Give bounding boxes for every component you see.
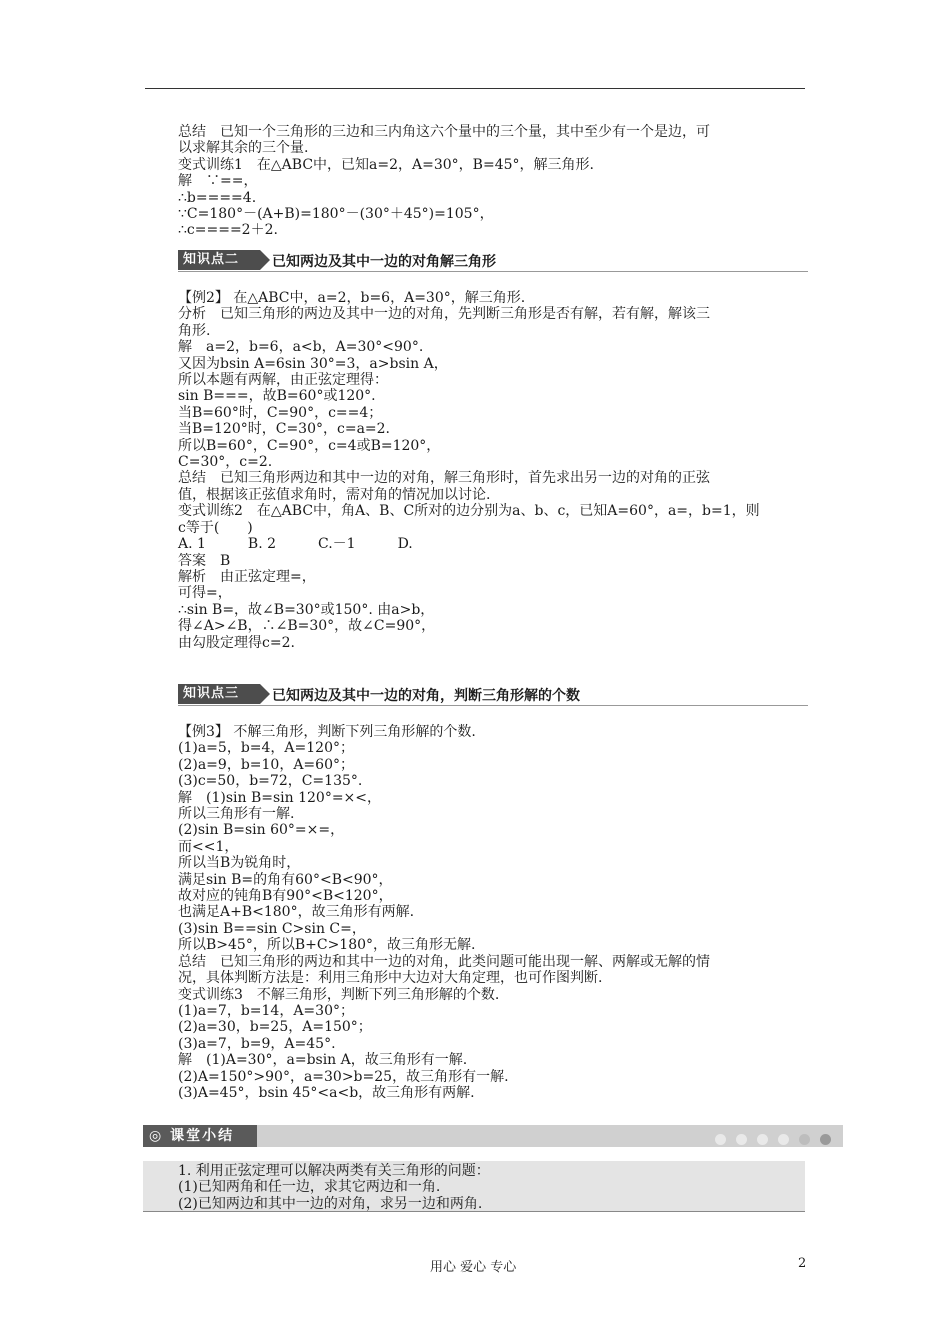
text-line: 所以本题有两解，由正弦定理得： — [178, 372, 388, 389]
text-line: 变式训练3 不解三角形，判断下列三角形解的个数. — [178, 986, 500, 1003]
text-line: (1)a=5，b=4，A=120°； — [178, 740, 354, 757]
text-line: 当B=60°时，C=90°，c==4； — [178, 404, 383, 421]
section-header-3 — [178, 684, 808, 706]
text-line: 总结 已知一个三角形的三边和三内角这六个量中的三个量，其中至少有一个是边，可 — [178, 124, 710, 140]
text-line: 解 a=2，b=6，a<b，A=30°<90°. — [178, 339, 424, 356]
text-line: 角形. — [178, 322, 211, 339]
text-line: (3)a=7，b=9，A=45°. — [178, 1035, 336, 1052]
text-line: (3)A=45°，bsin 45°<a<b，故三角形有两解. — [178, 1084, 475, 1101]
class-summary-box — [143, 1161, 805, 1212]
text-line: 总结 已知三角形两边和其中一边的对角，解三角形时，首先求出另一边的对角的正弦 — [178, 470, 710, 487]
text-line: 故对应的钝角B有90°<B<120°， — [178, 888, 393, 905]
text-line: 而<<1， — [178, 838, 239, 855]
text-line: 可得=， — [178, 585, 232, 602]
text-line: (2)a=30，b=25，A=150°； — [178, 1019, 372, 1036]
section-header-2 — [178, 250, 808, 272]
section-underline — [178, 705, 808, 706]
text-line: ∵C=180°－(A+B)=180°－(30°＋45°)=105°， — [178, 206, 494, 223]
dot-icon — [778, 1134, 789, 1145]
dot-icon — [799, 1134, 810, 1145]
summary-line: 1. 利用正弦定理可以解决两类有关三角形的问题： — [178, 1163, 490, 1179]
text-line: 满足sin B=的角有60°<B<90°， — [178, 871, 393, 888]
text-line: ∴b====4. — [178, 189, 257, 206]
text-line: 分析 已知三角形的两边及其中一边的对角，先判断三角形是否有解，若有解，解该三 — [178, 306, 710, 323]
footer-slogan: 用心 爱心 专心 — [430, 1260, 517, 1275]
dot-icon — [820, 1134, 831, 1145]
text-line: 总结 已知三角形的两边和其中一边的对角，此类问题可能出现一解、两解或无解的情 — [178, 953, 710, 970]
text-line: 答案 B — [178, 552, 231, 569]
text-line: 解析 由正弦定理=， — [178, 568, 316, 585]
text-line: 得∠A>∠B，∴∠B=30°，故∠C=90°， — [178, 618, 436, 635]
class-summary-bar — [143, 1125, 843, 1147]
text-line: ∴sin B=，故∠B=30°或150°. 由a>b， — [178, 601, 435, 618]
section-underline — [178, 271, 808, 272]
text-line: 值，根据该正弦值求角时，需对角的情况加以讨论. — [178, 486, 491, 503]
section2-body — [178, 290, 808, 651]
header-rule — [145, 88, 805, 89]
text-line: (2)sin B=sin 60°=×=， — [178, 822, 345, 839]
section-tag: 知识点三 — [178, 684, 260, 704]
section3-body — [178, 724, 808, 1101]
dot-icon — [757, 1134, 768, 1145]
text-line: 所以B=60°，C=90°，c=4或B=120°， — [178, 437, 441, 454]
text-line: 所以三角形有一解. — [178, 806, 295, 823]
text-line: 又因为bsin A=6sin 30°=3，a>bsin A， — [178, 355, 448, 372]
class-summary-label: ◎ 课堂小结 — [143, 1125, 257, 1147]
text-line: 由勾股定理得c=2. — [178, 634, 295, 651]
text-line: (1)a=7，b=14，A=30°； — [178, 1002, 354, 1019]
text-line: 当B=120°时，C=30°，c=a=2. — [178, 421, 391, 438]
text-line: 也满足A+B<180°，故三角形有两解. — [178, 904, 415, 921]
text-line: (2)A=150°>90°，a=30>b=25，故三角形有一解. — [178, 1068, 509, 1085]
text-line: (2)a=9，b=10，A=60°； — [178, 756, 354, 773]
text-line: 解 (1)sin B=sin 120°=×<， — [178, 789, 382, 806]
text-line: 解 ∵==， — [178, 173, 258, 190]
section-title: 已知两边及其中一边的对角，判断三角形解的个数 — [272, 688, 580, 704]
text-line: 【例2】 在△ABC中，a=2，b=6，A=30°，解三角形. — [178, 290, 526, 306]
text-line: A. 1 B. 2 C.－1 D. — [178, 536, 413, 553]
text-line: 解 (1)A=30°，a=bsin A，故三角形有一解. — [178, 1052, 468, 1069]
decorative-dots — [705, 1130, 831, 1149]
text-line: 况，具体判断方法是：利用三角形中大边对大角定理，也可作图判断. — [178, 970, 603, 987]
text-line: 所以B>45°，所以B+C>180°，故三角形无解. — [178, 937, 476, 954]
text-line: (3)c=50，b=72，C=135°. — [178, 773, 363, 790]
text-line: (3)sin B==sin C>sin C=， — [178, 920, 366, 937]
dot-icon — [715, 1134, 726, 1145]
text-line: ∴c====2＋2. — [178, 222, 278, 239]
page-number: 2 — [798, 1256, 807, 1271]
text-line: 【例3】 不解三角形，判断下列三角形解的个数. — [178, 724, 476, 740]
section-title: 已知两边及其中一边的对角解三角形 — [272, 254, 496, 270]
section-tag: 知识点二 — [178, 250, 260, 270]
text-line: 以求解其余的三个量. — [178, 140, 309, 157]
summary-line: (1)已知两角和任一边，求其它两边和一角. — [178, 1179, 441, 1196]
summary-part1 — [178, 124, 808, 239]
text-line: C=30°，c=2. — [178, 454, 273, 471]
text-line: 变式训练2 在△ABC中，角A、B、C所对的边分别为a、b、c，已知A=60°，a=，b=1，则 — [178, 503, 760, 520]
text-line: 所以当B为锐角时， — [178, 855, 301, 872]
text-line: sin B===，故B=60°或120°. — [178, 388, 376, 405]
dot-icon — [736, 1134, 747, 1145]
text-line: 变式训练1 在△ABC中，已知a=2，A=30°，B=45°，解三角形. — [178, 156, 594, 173]
text-line: c等于( ) — [178, 519, 253, 536]
summary-line: (2)已知两边和其中一边的对角，求另一边和两角. — [178, 1195, 483, 1212]
